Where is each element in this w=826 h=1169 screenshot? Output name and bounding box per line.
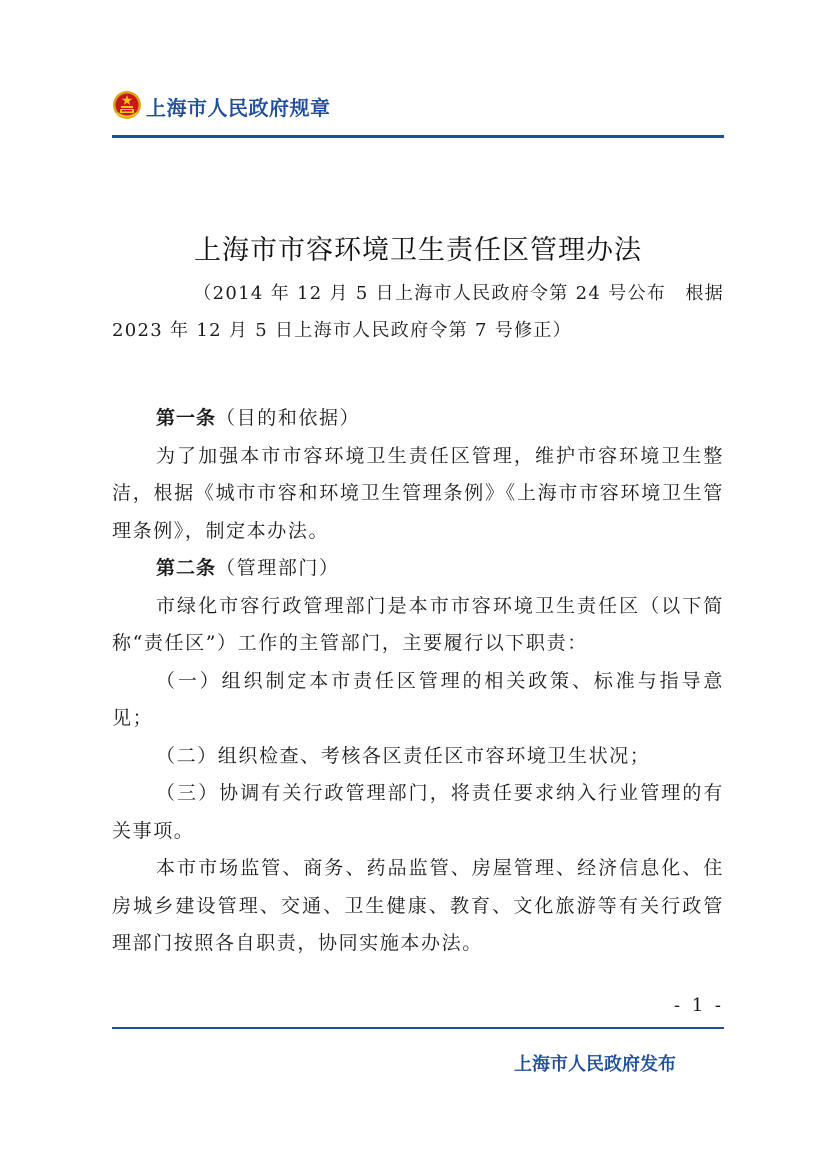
- page-number: - 1 -: [673, 995, 724, 1016]
- document-header: [112, 90, 724, 130]
- article-subject: （目的和依据）: [216, 407, 361, 429]
- article-item: （二）组织检查、考核各区责任区市容环境卫生状况；: [156, 744, 651, 767]
- footer-publisher: 上海市人民政府发布: [514, 1054, 676, 1075]
- document-body: [112, 400, 724, 963]
- promulgation-line-2: 2023 年 12 月 5 日上海市人民政府令第 7 号修正）: [112, 320, 572, 341]
- document-title: 上海市市容环境卫生责任区管理办法: [194, 235, 642, 266]
- article-paragraph: 为了加强本市市容环境卫生责任区管理，维护市容环境卫生整洁，根据《城市市容和环境卫生管理条例》《上海市市容环境卫生管理条例》，制定本办法。: [112, 444, 724, 542]
- national-emblem-icon: [112, 90, 142, 120]
- footer-rule: [112, 1027, 724, 1029]
- article-paragraph: 市绿化市容行政管理部门是本市市容环境卫生责任区（以下简称“责任区”）工作的主管部门，主要履行以下职责：: [112, 594, 724, 654]
- article-item: （三）协调有关行政管理部门，将责任要求纳入行业管理的有关事项。: [112, 782, 724, 842]
- article-subject: （管理部门）: [216, 557, 340, 579]
- promulgation-line-1: （2014 年 12 月 5 日上海市人民政府令第 24 号公布 根据: [193, 283, 724, 304]
- article-heading: [112, 400, 724, 438]
- article-number: 第二条: [156, 557, 217, 579]
- header-rule: [112, 135, 724, 138]
- article-paragraph: 本市市场监管、商务、药品监管、房屋管理、经济信息化、住房城乡建设管理、交通、卫生健康、教育、文化旅游等有关行政管理部门按照各自职责，协同实施本办法。: [112, 857, 724, 954]
- article-item: （一）组织制定本市责任区管理的相关政策、标准与指导意见；: [112, 669, 724, 729]
- promulgation-note: [112, 275, 724, 349]
- header-title: 上海市人民政府规章: [146, 96, 331, 120]
- article-heading: [112, 550, 724, 588]
- article-number: 第一条: [156, 407, 217, 429]
